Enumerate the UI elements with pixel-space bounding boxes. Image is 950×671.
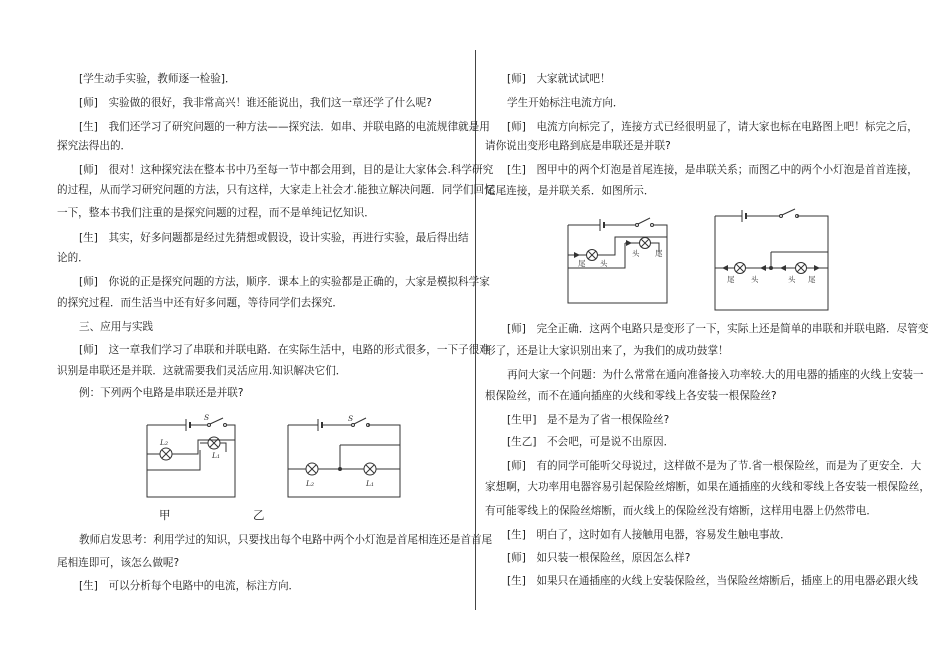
lamp-label-l2-yi: L₂ <box>306 479 314 488</box>
text-line: 一下，整本书我们注重的是探究问题的过程，而不是单纯记忆知识． <box>57 207 375 219</box>
text-line: [师] 这一章我们学习了串联和并联电路．在实际生活中，电路的形式很多，一下子很难 <box>79 344 490 356</box>
text-line: [生] 可以分析每个电路中的电流，标注方向． <box>79 580 300 592</box>
text-line: [师] 有的同学可能听父母说过，这样做不是为了节.省一根保险丝，而是为了更安全．大 <box>507 460 922 472</box>
text-line: [生] 图甲中的两个灯泡是首尾连接，是串联关系；而图乙中的两个小灯泡是首首连接， <box>507 164 918 176</box>
label-wei-3: 尾 <box>727 275 735 284</box>
annotated-circuit-parallel <box>715 209 828 310</box>
label-tou-4: 头 <box>788 275 796 284</box>
text-line: 有可能零线上的保险丝熔断，而火线上的保险丝没有熔断，这样用电器上仍然带电． <box>485 505 877 517</box>
text-line: [生] 明白了，这时如有人接触用电器，容易发生触电事故． <box>507 529 791 541</box>
text-line: 教师启发思考：利用学过的知识，只要找出每个电路中两个小灯泡是首尾相连还是首首尾 <box>79 534 493 546</box>
text-line: [师] 如只装一根保险丝，原因怎么样? <box>507 552 691 564</box>
text-line: [生] 如果只在通插座的火线上安装保险丝，当保险丝熔断后，插座上的用电器必跟火线 <box>507 575 918 587</box>
switch-label: S <box>204 413 210 422</box>
text-line: [生甲] 是不是为了省一根保险丝? <box>507 414 670 426</box>
text-line: [师] 完全正确．这两个电路只是变形了一下，实际上还是简单的串联和并联电路．尽管变 <box>507 323 929 335</box>
text-line: [生乙] 不会吧，可是说不出原因． <box>507 436 675 448</box>
text-line: 的探究过程．而生活当中还有好多问题，等待同学们去探究． <box>57 297 344 309</box>
text-line: 家想啊，大功率用电器容易引起保险丝熔断，如果在通插座的火线和零线上各安装一根保险丝， <box>485 481 930 493</box>
text-line: 识别是串联还是并联．这就需要我们灵活应用.知识解决它们． <box>57 365 347 377</box>
text-line: [师] 你说的正是探究问题的方法，顺序．课本上的实验都是正确的，大家是模拟科学家 <box>79 276 490 288</box>
text-line: [学生动手实验，教师逐一检验]． <box>79 73 236 85</box>
lamp-label-l1: L₁ <box>212 451 220 460</box>
text-line: 根保险丝，而不在通向插座的火线和零线上各安装一根保险丝? <box>485 390 777 402</box>
text-line: 形了，还是让大家识别出来了，为我们的成功鼓掌！ <box>485 345 729 357</box>
lamp-label-l1-yi: L₁ <box>366 479 374 488</box>
label-wei-2: 尾 <box>655 249 663 258</box>
text-line: 请你说出变形电路到底是串联还是并联? <box>485 140 671 152</box>
caption-jia: 甲 <box>159 508 171 522</box>
text-line: 探究法得出的． <box>57 140 132 152</box>
text-line: [师] 很对！这种探究法在整本书中乃至每一节中都会用到，目的是让大家体会.科学研究 <box>79 164 494 176</box>
label-tou: 头 <box>600 259 608 268</box>
text-line: 再问大家一个问题：为什么常常在通向准备接入功率较.大的用电器的插座的火线上安装一 <box>507 369 924 381</box>
text-line: 尾相连即可，该怎么做呢? <box>57 557 180 569</box>
text-line: [生] 我们还学习了研究问题的一种方法——探究法．如串、并联电路的电流规律就是用 <box>79 121 490 133</box>
text-line: 尾尾连接，是并联关系．如图所示． <box>485 185 655 197</box>
text-line: [师] 实验做的很好，我非常高兴！谁还能说出，我们这一章还学了什么呢? <box>79 97 432 109</box>
text-line: 的过程，从而学习研究问题的方法，只有这样，大家走上社会才.能独立解决问题．同学们回忆 <box>57 184 495 196</box>
label-wei-4: 尾 <box>808 275 816 284</box>
lamp-label-l2: L₂ <box>160 438 168 447</box>
label-wei: 尾 <box>578 259 586 268</box>
switch-label-yi: S <box>348 414 354 423</box>
text-line: [师] 电流方向标完了，连接方式已经很明显了，请大家也标在电路图上吧！标完之后， <box>507 121 918 133</box>
text-line: [师] 大家就试试吧！ <box>507 73 611 85</box>
text-line: 论的． <box>57 252 89 264</box>
text-line: 例：下列两个电路是串联还是并联? <box>79 387 244 399</box>
annotated-circuit-series <box>568 218 667 303</box>
right-column <box>485 0 930 671</box>
label-tou-3: 头 <box>751 275 759 284</box>
caption-yi: 乙 <box>253 508 265 522</box>
text-line: 学生开始标注电流方向． <box>507 97 624 109</box>
text-line: [生] 其实，好多问题都是经过先猜想或假设，设计实验，再进行实验，最后得出结 <box>79 232 469 244</box>
section-heading: 三、应用与实践 <box>79 321 154 333</box>
label-tou-2: 头 <box>632 249 640 258</box>
